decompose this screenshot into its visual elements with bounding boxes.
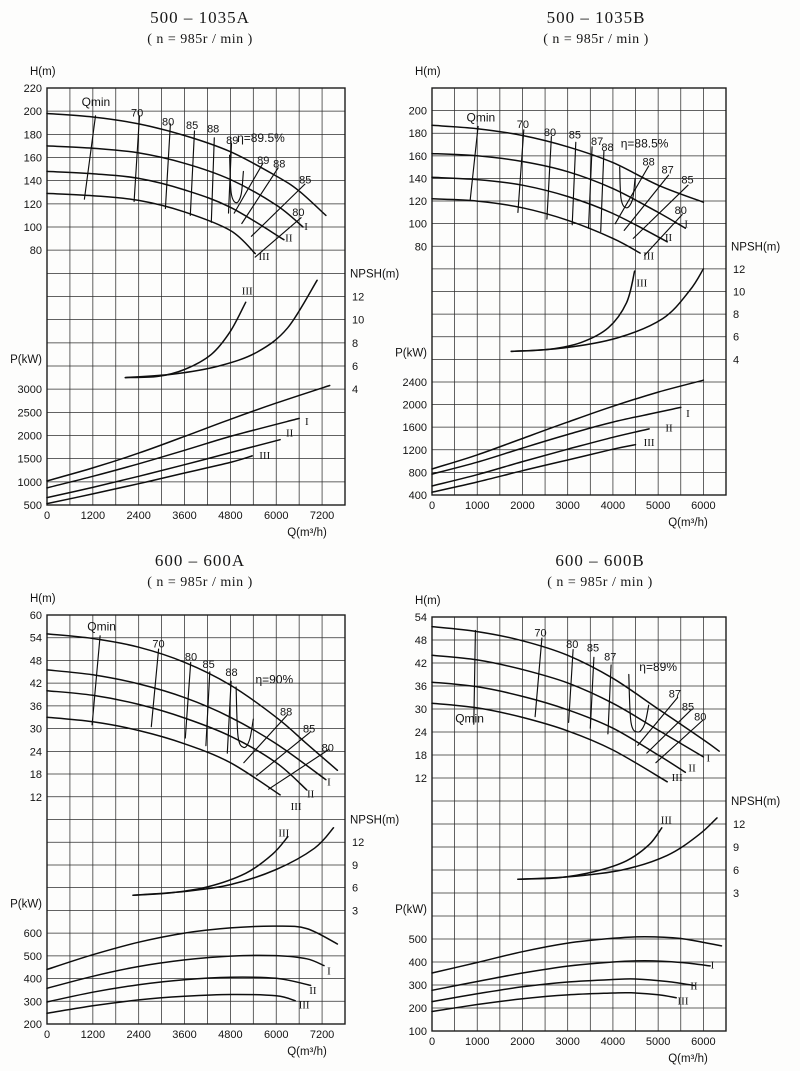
annotation-label: η=88.5% [620,136,669,151]
h-axis-tick: 80 [414,241,427,254]
h-axis-tick: 80 [29,245,42,258]
curve-label-III: III [660,814,672,827]
curve-label-I: I [686,408,690,421]
npsh-curve-III [133,837,288,895]
q-axis-tick: 7200 [309,510,335,522]
annotation-label: 70 [131,107,144,120]
h-axis-tick: 120 [408,196,427,209]
h-axis-tick: 30 [414,704,427,716]
annotation-label: 85 [302,723,316,736]
q-axis-title: Q(m³/h) [668,517,708,529]
h-axis-tick: 100 [408,218,427,231]
annotation-label: 87 [590,136,604,149]
p-axis-tick: 400 [408,490,427,502]
npsh-axis-title: NPSH(m) [731,796,781,808]
p-axis-tick: 500 [23,950,42,963]
p-axis-tick: 500 [23,500,42,512]
curve-label-I: I [304,220,308,233]
annotation-label: 80 [566,638,579,651]
npsh-axis-tick: 10 [733,286,746,299]
annotation-label: η=89.5% [237,130,285,145]
panel-title-block-600-600A [147,551,253,591]
curve-label-I: I [684,218,689,231]
q-axis-title: Q(m³/h) [287,1046,327,1058]
curve-label-I: I [327,965,331,978]
annotation-label: 80 [184,651,198,664]
power-curve-I [47,955,324,988]
q-axis-tick: 4000 [600,500,626,512]
curve-label-III: III [677,995,689,1008]
head-curve-III [432,199,640,253]
annotation-label: Qmin [87,619,116,634]
q-axis-tick: 3600 [172,510,197,522]
q-axis-tick: 2400 [126,1029,151,1041]
npsh-curve-III [518,828,662,879]
chart-panel-600-600B [395,595,780,1065]
p-axis-title: P(kW) [395,904,427,917]
h-axis-tick: 180 [23,129,42,142]
h-axis-tick: 160 [23,152,42,165]
chart-panel-500-1035A [10,66,399,539]
p-axis-tick: 2500 [17,407,42,420]
h-axis-tick: 200 [23,106,42,119]
npsh-axis-tick: 12 [352,291,365,304]
curve-label-III: III [290,801,302,814]
q-axis-tick: 3000 [555,1036,580,1048]
q-axis-tick: 1000 [464,500,490,512]
p-axis-tick: 400 [23,973,42,986]
curve-label-III: III [636,277,648,290]
panel-subtitle: ( n = 985r / min ) [147,575,253,590]
eff-hook-89.5 [230,155,244,203]
power-curve-III [432,445,636,493]
power-curve-II [432,429,649,486]
annotation-label: 85 [202,659,215,672]
npsh-axis-tick: 3 [352,905,359,918]
panel-title-block-500-1035A [147,8,253,48]
q-axis-tick: 0 [428,500,436,512]
npsh-axis-tick: 6 [733,331,740,344]
annotation-label: 89 [226,135,239,148]
annotation-label: Qmin [81,94,111,109]
eff-line-85 [572,142,576,225]
q-axis-tick: 2400 [126,510,151,522]
panel-title: 500 – 1035B [546,8,646,27]
npsh-curve-A [125,280,317,377]
h-axis-tick: 42 [414,658,427,670]
npsh-axis-title: NPSH(m) [731,241,781,254]
curve-label-III: III [643,250,655,263]
annotation-label: 87 [668,688,682,701]
curve-label-III: III [298,999,310,1012]
curve-label-II: II [285,427,294,440]
eff-hook-89 [629,675,649,733]
annotation-label: 88 [280,706,293,719]
npsh-axis-tick: 10 [352,314,365,327]
h-axis-title: H(m) [415,595,441,607]
p-axis-tick: 200 [408,1003,427,1015]
q-axis-tick: 1200 [80,1029,106,1041]
p-axis-tick: 300 [23,996,42,1009]
npsh-curve-III [511,271,634,351]
annotation-label: 88 [642,156,655,169]
power-curve-II [47,977,311,1002]
annotation-label: Qmin [466,110,496,125]
annotation-label: 80 [543,127,557,140]
curve-label-III: III [241,285,253,298]
h-axis-tick: 36 [29,700,42,713]
annotation-label: 85 [186,120,199,133]
annotation-label: 80 [321,742,334,755]
npsh-axis-tick: 12 [733,263,746,276]
q-axis-tick: 5000 [645,1036,671,1048]
h-axis-tick: 36 [414,681,427,693]
q-axis-title: Q(m³/h) [668,1053,708,1065]
p-axis-tick: 2000 [402,399,427,412]
h-axis-tick: 140 [23,175,42,188]
p-axis-tick: 600 [23,928,42,941]
q-axis-tick: 0 [428,1036,436,1048]
curve-label-I: I [327,776,331,789]
annotation-label: 85 [681,701,695,714]
h-axis-tick: 100 [23,222,42,234]
h-axis-title: H(m) [30,593,56,605]
panel-subtitle: ( n = 985r / min ) [543,32,649,47]
curve-label-III: III [671,771,683,784]
h-axis-tick: 160 [408,150,427,163]
annotation-label: 80 [674,205,687,218]
npsh-axis-tick: 4 [733,354,740,367]
h-axis-tick: 18 [29,769,42,782]
q-axis-tick: 4800 [218,1029,243,1041]
h-axis-tick: 42 [29,678,42,691]
h-axis-tick: 12 [414,773,427,785]
h-axis-tick: 120 [23,198,42,211]
annotation-label: 70 [152,638,165,651]
p-axis-tick: 800 [408,467,427,480]
p-axis-tick: 200 [23,1019,42,1031]
npsh-axis-tick: 6 [352,882,359,895]
q-axis-tick: 7200 [309,1029,335,1041]
p-axis-tick: 1500 [17,453,42,466]
h-axis-tick: 60 [29,610,42,622]
p-axis-tick: 2000 [17,430,42,443]
curve-label-I: I [706,752,711,765]
annotation-label: 88 [207,123,220,136]
annotation-label: Qmin [455,711,484,726]
p-axis-tick: 1200 [402,444,427,457]
npsh-axis-tick: 6 [352,361,359,373]
annotation-label: 85 [586,642,600,655]
curve-label-III: III [278,827,290,840]
p-axis-tick: 400 [408,957,427,969]
power-curve-II [47,440,280,498]
h-axis-tick: 54 [414,612,427,624]
panel-title-block-600-600B [547,551,653,591]
power-curve-III [47,994,295,1013]
curve-label-I: I [304,416,309,429]
panel-title: 500 – 1035A [150,8,250,27]
p-axis-title: P(kW) [10,354,42,367]
h-axis-tick: 30 [29,723,42,736]
npsh-axis-tick: 12 [733,819,746,831]
h-axis-tick: 48 [414,635,427,647]
q-axis-tick: 6000 [263,510,289,522]
npsh-axis-tick: 8 [352,337,359,350]
npsh-axis-title: NPSH(m) [350,268,400,281]
panel-subtitle: ( n = 985r / min ) [547,575,653,590]
npsh-axis-tick: 4 [352,384,359,397]
p-axis-tick: 300 [408,980,427,992]
annotation-label: 85 [568,129,582,142]
q-axis-tick: 3000 [555,500,580,512]
p-axis-tick: 2400 [402,376,427,389]
h-axis-title: H(m) [30,66,56,78]
h-axis-title: H(m) [415,66,441,78]
eff-line-89-right [234,163,263,213]
chart-panel-500-1035B [395,66,780,529]
curve-label-II: II [309,984,317,997]
eff-line-80 [547,137,552,220]
h-axis-tick: 18 [414,750,427,762]
h-axis-tick: 220 [23,83,42,95]
p-axis-title: P(kW) [395,347,427,360]
npsh-axis-tick: 9 [352,859,359,872]
curve-label-III: III [643,436,655,449]
curve-label-III: III [258,250,270,263]
annotation-label: 88 [601,141,614,154]
qmin-line [92,636,100,725]
annotation-label: 70 [534,627,547,640]
q-axis-tick: 4800 [218,510,243,522]
q-axis-tick: 6000 [691,1036,716,1048]
q-axis-tick: 6000 [691,500,716,512]
qmin-line [474,630,476,724]
annotation-label: 89 [257,154,270,167]
q-axis-tick: 6000 [263,1029,289,1041]
q-axis-tick: 3600 [172,1029,197,1041]
npsh-axis-tick: 3 [733,888,740,900]
p-axis-tick: 100 [408,1026,427,1038]
annotation-label: 80 [161,116,175,129]
eff-line-85 [190,131,194,216]
p-axis-tick: 1000 [17,476,42,489]
panel-title: 600 – 600A [154,551,246,570]
power-curve-A [47,926,337,969]
h-axis-tick: 24 [414,727,427,739]
curve-label-II: II [285,232,293,245]
eff-line-80-right [656,721,703,763]
q-axis-tick: 1200 [80,510,106,522]
annotation-label: 80 [292,206,305,219]
annotation-label: η=90% [255,672,294,687]
annotation-label: 88 [225,666,238,679]
npsh-axis-tick: 9 [733,842,740,854]
annotation-label: 85 [299,174,312,187]
curve-label-I: I [710,959,715,972]
h-axis-tick: 12 [29,791,42,804]
p-axis-tick: 500 [408,934,427,946]
head-curve-III [47,193,255,253]
curve-label-II: II [664,232,673,245]
npsh-axis-tick: 8 [733,309,740,322]
h-axis-tick: 200 [408,105,427,118]
annotation-label: 88 [273,158,286,171]
eff-line-70 [518,130,524,213]
npsh-axis-title: NPSH(m) [350,814,400,827]
q-axis-tick: 4000 [600,1036,626,1048]
p-axis-tick: 3000 [17,384,42,397]
q-axis-tick: 5000 [645,500,671,512]
power-curve-I [432,961,710,991]
p-axis-tick: 1600 [402,422,427,435]
q-axis-tick: 0 [43,510,51,522]
q-axis-tick: 2000 [510,500,535,512]
annotation-label: 80 [694,711,707,724]
h-axis-tick: 140 [408,173,427,186]
eff-line-80-right [645,215,683,256]
p-axis-title: P(kW) [10,898,42,911]
curve-label-II: II [665,422,673,435]
panel-subtitle: ( n = 985r / min ) [147,32,253,47]
eff-hook-90 [236,687,253,748]
npsh-axis-tick: 6 [733,865,740,877]
panel-title: 600 – 600B [555,551,645,570]
h-axis-tick: 24 [29,746,42,759]
curve-label-II: II [306,788,315,801]
eff-line-70 [535,638,542,717]
q-axis-title: Q(m³/h) [287,527,327,539]
chart-panel-600-600A [10,593,399,1058]
curve-label-III: III [259,449,271,462]
eff-line-88 [601,151,604,231]
annotation-label: 87 [604,651,617,664]
h-axis-tick: 54 [29,632,42,645]
q-axis-tick: 2000 [510,1036,535,1048]
annotation-label: 85 [681,174,694,187]
head-curve-II [432,177,667,242]
power-curve-A [432,937,722,973]
h-axis-tick: 48 [29,655,42,668]
npsh-curve-A [511,269,703,352]
eff-line-88 [211,138,214,223]
annotation-label: 70 [516,119,530,132]
panel-title-block-500-1035B [543,8,649,48]
annotation-label: 87 [661,164,674,177]
curve-label-II: II [690,980,698,993]
h-axis-tick: 180 [408,128,427,141]
q-axis-tick: 1000 [464,1036,490,1048]
npsh-curve-A [133,828,334,895]
annotation-label: η=89% [639,659,678,674]
eff-line-80 [165,124,170,209]
curve-label-II: II [688,762,696,775]
q-axis-tick: 0 [43,1029,51,1041]
npsh-axis-tick: 12 [352,837,365,850]
